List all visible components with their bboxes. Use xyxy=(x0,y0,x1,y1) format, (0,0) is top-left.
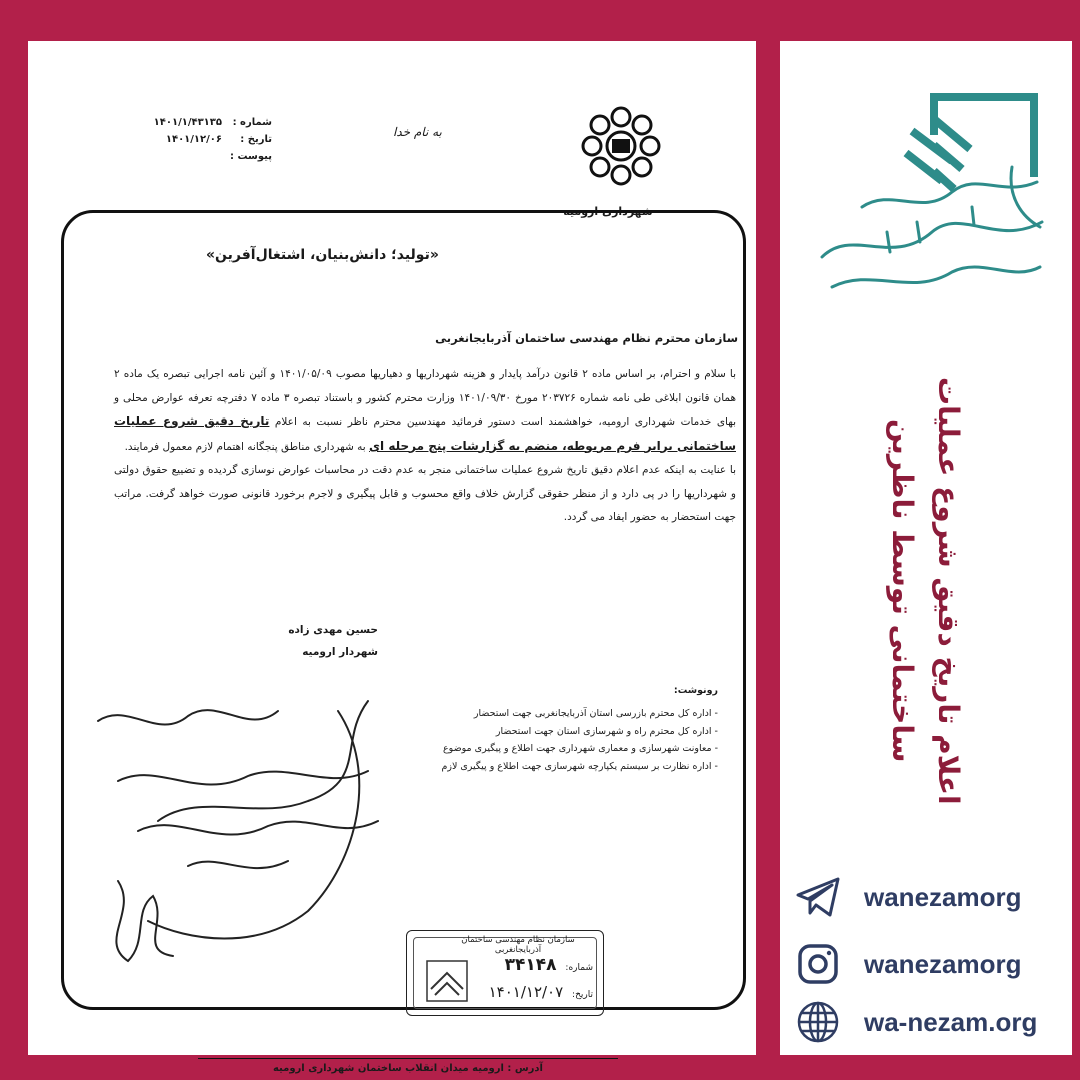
instagram-handle[interactable]: wanezamorg xyxy=(864,948,1022,979)
cc-list xyxy=(320,705,718,775)
stamp-date-value: ۱۴۰۱/۱۲/۰۷ xyxy=(488,983,564,1001)
globe-icon xyxy=(794,998,842,1046)
social-instagram[interactable] xyxy=(794,938,1064,990)
headline-container xyxy=(850,331,1000,851)
signer-name: حسین مهدی زاده xyxy=(288,624,378,636)
date-label: تاریخ : xyxy=(240,134,272,145)
cc-item: - معاونت شهرسازی و معماری شهرداری جهت اطلاع و پیگیری موضوع xyxy=(443,743,718,754)
address-footer: آدرس : ارومیه میدان انقلاب ساختمان شهرداری ارومیه xyxy=(198,1058,618,1074)
paragraph-1-text: با سلام و احترام، بر اساس ماده ۲ قانون درآمد پایدار و هزینه شهرداریها و دهیاریها مصوب ۱۴۰۱/۰۵/۰۹ و آئین نامه اجرایی تبصره یک ماده ۲ همان قانون ابلاغی طی نامه شماره ۲۰۳۷۲۶ مورخ ۱۴۰۱/۰۹/۳۰ وزارت محترم کشور و باستناد تبصره ۳ ماده ۷ دفترچه تعرفه عوارض محلی و بهای خدمات شهرداری ارومیه، خواهشمند است دستور فرمائید مهندسین محترم ناظر نسبت به اعلام xyxy=(114,368,737,428)
stamp-title: سازمان نظام مهندسی ساختمان آذربایجانغربی xyxy=(461,935,575,955)
telegram-handle[interactable]: wanezamorg xyxy=(864,881,1022,912)
letter-body xyxy=(114,363,736,530)
received-stamp xyxy=(406,930,604,1016)
cc-heading: رونوشت: xyxy=(673,685,718,696)
recipient: سازمان محترم نظام مهندسی ساختمان آذربایجانغربی xyxy=(435,331,738,345)
stamp-number-label: شماره: xyxy=(565,963,593,973)
info-sidebar xyxy=(780,41,1072,1055)
stamp-date-label: تاریخ: xyxy=(572,990,593,1000)
letter-meta xyxy=(140,117,272,168)
stamp-date-row xyxy=(489,983,593,1001)
signature-block xyxy=(218,619,378,663)
municipality-name: شهرداری ارومیه xyxy=(563,205,653,218)
cc-item: - اداره کل محترم راه و شهرسازی استان جهت استحضار xyxy=(495,725,718,737)
number-label: شماره : xyxy=(232,117,272,128)
headline xyxy=(879,377,971,805)
stamp-number-value: ۳۴۱۴۸ xyxy=(504,955,557,975)
cc-item: - اداره نظارت بر سیستم یکپارچه شهرسازی جهت اطلاع و پیگیری لازم xyxy=(441,760,718,772)
headline-line-1: اعلام تاریخ دقیق شروع عملیات xyxy=(932,377,965,805)
social-website[interactable] xyxy=(794,996,1064,1048)
paragraph-1-emphasis: تاریخ دقیق شروع عملیات ساختمانی برابر فرم مربوطه، منضم به گزارشات پنج مرحله ای xyxy=(114,414,736,453)
social-telegram[interactable] xyxy=(794,871,1064,923)
cc-item: - اداره کل محترم بازرسی استان آذربایجانغربی جهت استحضار xyxy=(473,708,718,719)
paragraph-2: با عنایت به اینکه عدم اعلام دقیق تاریخ شروع عملیات ساختمانی منجر به عدم دقت در محاسبات عوارض نوسازی گردیده و تضییع حقوق دولتی و شهرداریها را در پی دارد و از منظر حقوقی گزارش خلاف واقع محسوب و قابل پیگیری و لاجرم برخورد قانونی صورت خواهد گرفت. مراتب جهت استحضار به حضور ایفاد می گردد. xyxy=(114,464,736,523)
headline-line-2: ساختمانی توسط ناظرین xyxy=(886,419,919,763)
municipality-emblem-icon xyxy=(578,103,664,189)
stamp-logo-icon xyxy=(425,959,469,1003)
paragraph-1-end: به شهرداری مناطق پنجگانه اهتمام لازم معمول فرمایند. xyxy=(124,440,366,453)
stamp-number-row xyxy=(505,955,593,975)
paragraph-1 xyxy=(114,363,736,459)
nezam-logo xyxy=(802,57,1052,317)
attachment-label: پیوست : xyxy=(229,151,272,162)
letter-document xyxy=(28,41,756,1074)
number-value: ۱۴۰۱/۱/۴۳۱۳۵ xyxy=(153,117,222,128)
slogan: «تولید؛ دانش‌بنیان، اشتغال‌آفرین» xyxy=(206,247,439,263)
telegram-icon xyxy=(794,873,842,921)
date-value: ۱۴۰۱/۱۲/۰۶ xyxy=(165,134,222,145)
website-link[interactable]: wa-nezam.org xyxy=(864,1006,1038,1037)
instagram-icon xyxy=(794,940,842,988)
invocation: به نام خدا xyxy=(393,125,442,139)
signer-title: شهردار ارومیه xyxy=(302,646,378,658)
